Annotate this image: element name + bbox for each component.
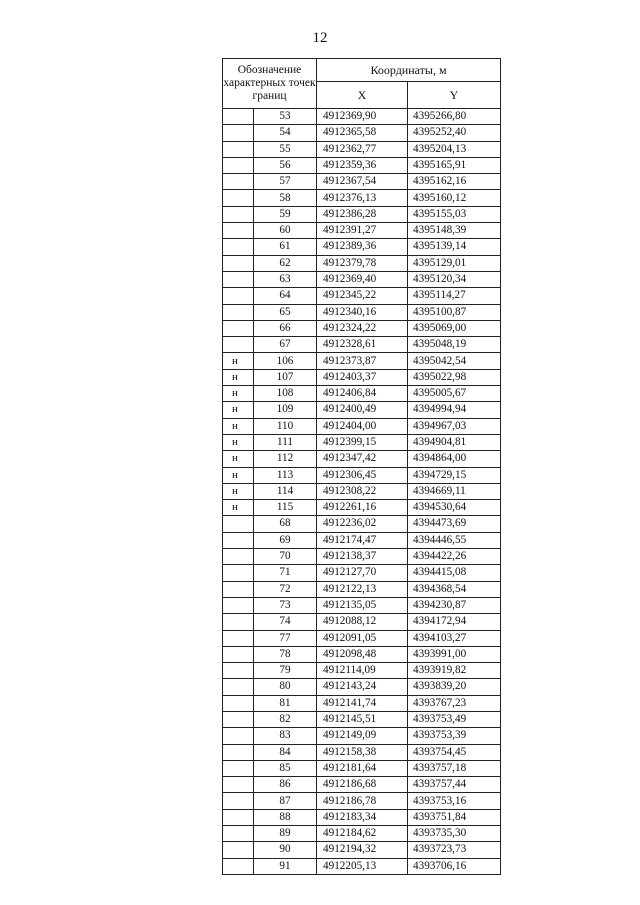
- y-coordinate-cell: 4393754,45: [408, 744, 501, 760]
- table-row: [223, 304, 501, 320]
- point-number-cell: 74: [254, 614, 317, 630]
- point-flag-cell: н: [223, 467, 254, 483]
- y-coordinate-cell: 4395069,00: [408, 320, 501, 336]
- table-row: [223, 663, 501, 679]
- x-coordinate-cell: 4912406,84: [317, 386, 408, 402]
- y-coordinate-cell: 4393919,82: [408, 663, 501, 679]
- table-row: [223, 320, 501, 336]
- x-coordinate-cell: 4912347,42: [317, 451, 408, 467]
- point-flag-cell: [223, 157, 254, 173]
- point-flag-cell: [223, 858, 254, 874]
- y-coordinate-cell: 4395048,19: [408, 337, 501, 353]
- coordinates-table: [222, 58, 501, 875]
- table-row: [223, 695, 501, 711]
- y-coordinate-cell: 4395252,40: [408, 125, 501, 141]
- table-row: [223, 337, 501, 353]
- point-number-cell: 55: [254, 141, 317, 157]
- point-number-cell: 106: [254, 353, 317, 369]
- point-flag-cell: [223, 206, 254, 222]
- x-coordinate-cell: 4912194,32: [317, 842, 408, 858]
- point-number-cell: 58: [254, 190, 317, 206]
- point-number-cell: 111: [254, 434, 317, 450]
- point-flag-cell: [223, 597, 254, 613]
- point-number-cell: 66: [254, 320, 317, 336]
- y-coordinate-cell: 4393753,16: [408, 793, 501, 809]
- x-coordinate-cell: 4912183,34: [317, 809, 408, 825]
- y-header: Y: [408, 82, 501, 109]
- point-flag-cell: [223, 320, 254, 336]
- y-coordinate-cell: 4393735,30: [408, 826, 501, 842]
- point-flag-cell: н: [223, 483, 254, 499]
- point-number-cell: 80: [254, 679, 317, 695]
- point-number-cell: 65: [254, 304, 317, 320]
- point-number-cell: 89: [254, 826, 317, 842]
- table-row: [223, 581, 501, 597]
- point-flag-cell: [223, 141, 254, 157]
- x-coordinate-cell: 4912328,61: [317, 337, 408, 353]
- point-number-cell: 54: [254, 125, 317, 141]
- point-number-cell: 60: [254, 223, 317, 239]
- x-coordinate-cell: 4912324,22: [317, 320, 408, 336]
- table-row: [223, 777, 501, 793]
- table-row: [223, 223, 501, 239]
- point-number-cell: 62: [254, 255, 317, 271]
- x-coordinate-cell: 4912399,15: [317, 434, 408, 450]
- point-number-cell: 115: [254, 500, 317, 516]
- point-flag-cell: н: [223, 500, 254, 516]
- table-row: [223, 125, 501, 141]
- point-flag-cell: н: [223, 386, 254, 402]
- y-coordinate-cell: 4395022,98: [408, 369, 501, 385]
- table-row: [223, 402, 501, 418]
- point-number-cell: 90: [254, 842, 317, 858]
- table-row: [223, 239, 501, 255]
- point-number-cell: 82: [254, 711, 317, 727]
- point-number-cell: 114: [254, 483, 317, 499]
- point-flag-cell: [223, 304, 254, 320]
- table-row: [223, 826, 501, 842]
- point-flag-cell: н: [223, 369, 254, 385]
- y-coordinate-cell: 4394669,11: [408, 483, 501, 499]
- x-coordinate-cell: 4912389,36: [317, 239, 408, 255]
- y-coordinate-cell: 4395100,87: [408, 304, 501, 320]
- table-row: [223, 614, 501, 630]
- point-flag-cell: [223, 109, 254, 125]
- point-number-cell: 57: [254, 174, 317, 190]
- point-flag-cell: [223, 532, 254, 548]
- coordinates-header: Координаты, м: [317, 59, 501, 82]
- point-flag-cell: [223, 826, 254, 842]
- y-coordinate-cell: 4394103,27: [408, 630, 501, 646]
- point-flag-cell: [223, 614, 254, 630]
- y-coordinate-cell: 4395129,01: [408, 255, 501, 271]
- x-coordinate-cell: 4912369,40: [317, 271, 408, 287]
- x-coordinate-cell: 4912365,58: [317, 125, 408, 141]
- x-coordinate-cell: 4912404,00: [317, 418, 408, 434]
- point-number-cell: 109: [254, 402, 317, 418]
- y-coordinate-cell: 4393991,00: [408, 646, 501, 662]
- x-coordinate-cell: 4912174,47: [317, 532, 408, 548]
- point-number-cell: 61: [254, 239, 317, 255]
- point-number-cell: 69: [254, 532, 317, 548]
- table-row: [223, 174, 501, 190]
- y-coordinate-cell: 4394729,15: [408, 467, 501, 483]
- y-coordinate-cell: 4395148,39: [408, 223, 501, 239]
- y-coordinate-cell: 4393753,39: [408, 728, 501, 744]
- table-row: [223, 646, 501, 662]
- table-row: [223, 418, 501, 434]
- y-coordinate-cell: 4395155,03: [408, 206, 501, 222]
- y-coordinate-cell: 4393757,18: [408, 760, 501, 776]
- point-flag-cell: [223, 223, 254, 239]
- point-number-cell: 73: [254, 597, 317, 613]
- table-row: [223, 271, 501, 287]
- y-coordinate-cell: 4394368,54: [408, 581, 501, 597]
- point-number-cell: 85: [254, 760, 317, 776]
- point-flag-cell: [223, 125, 254, 141]
- table-row: [223, 793, 501, 809]
- point-number-cell: 64: [254, 288, 317, 304]
- table-row: [223, 288, 501, 304]
- y-coordinate-cell: 4395114,27: [408, 288, 501, 304]
- point-number-cell: 88: [254, 809, 317, 825]
- point-number-cell: 113: [254, 467, 317, 483]
- point-number-cell: 68: [254, 516, 317, 532]
- x-coordinate-cell: 4912149,09: [317, 728, 408, 744]
- table-row: [223, 451, 501, 467]
- table-row: [223, 549, 501, 565]
- x-coordinate-cell: 4912145,51: [317, 711, 408, 727]
- table-row: [223, 679, 501, 695]
- y-coordinate-cell: 4393753,49: [408, 711, 501, 727]
- point-flag-cell: н: [223, 451, 254, 467]
- x-coordinate-cell: 4912098,48: [317, 646, 408, 662]
- x-coordinate-cell: 4912236,02: [317, 516, 408, 532]
- y-coordinate-cell: 4395162,16: [408, 174, 501, 190]
- point-flag-cell: [223, 271, 254, 287]
- point-number-cell: 87: [254, 793, 317, 809]
- table-row: [223, 109, 501, 125]
- x-coordinate-cell: 4912205,13: [317, 858, 408, 874]
- x-coordinate-cell: 4912306,45: [317, 467, 408, 483]
- x-coordinate-cell: 4912376,13: [317, 190, 408, 206]
- table-row: [223, 565, 501, 581]
- point-flag-cell: н: [223, 418, 254, 434]
- table-row: [223, 206, 501, 222]
- table-row: [223, 532, 501, 548]
- x-coordinate-cell: 4912127,70: [317, 565, 408, 581]
- y-coordinate-cell: 4393706,16: [408, 858, 501, 874]
- y-coordinate-cell: 4393723,73: [408, 842, 501, 858]
- x-coordinate-cell: 4912386,28: [317, 206, 408, 222]
- table-row: [223, 190, 501, 206]
- point-number-cell: 56: [254, 157, 317, 173]
- x-coordinate-cell: 4912186,68: [317, 777, 408, 793]
- table-row: [223, 369, 501, 385]
- x-coordinate-cell: 4912114,09: [317, 663, 408, 679]
- point-number-cell: 53: [254, 109, 317, 125]
- point-number-cell: 110: [254, 418, 317, 434]
- x-header: X: [317, 82, 408, 109]
- table-row: [223, 597, 501, 613]
- x-coordinate-cell: 4912091,05: [317, 630, 408, 646]
- x-coordinate-cell: 4912308,22: [317, 483, 408, 499]
- table-row: [223, 141, 501, 157]
- y-coordinate-cell: 4393767,23: [408, 695, 501, 711]
- table-row: [223, 386, 501, 402]
- y-coordinate-cell: 4394446,55: [408, 532, 501, 548]
- x-coordinate-cell: 4912373,87: [317, 353, 408, 369]
- point-number-cell: 71: [254, 565, 317, 581]
- point-number-cell: 107: [254, 369, 317, 385]
- point-number-cell: 70: [254, 549, 317, 565]
- y-coordinate-cell: 4394967,03: [408, 418, 501, 434]
- x-coordinate-cell: 4912138,37: [317, 549, 408, 565]
- x-coordinate-cell: 4912261,16: [317, 500, 408, 516]
- y-coordinate-cell: 4394230,87: [408, 597, 501, 613]
- point-number-cell: 67: [254, 337, 317, 353]
- x-coordinate-cell: 4912367,54: [317, 174, 408, 190]
- point-flag-cell: [223, 760, 254, 776]
- y-coordinate-cell: 4395005,67: [408, 386, 501, 402]
- point-flag-cell: [223, 842, 254, 858]
- point-number-cell: 108: [254, 386, 317, 402]
- x-coordinate-cell: 4912400,49: [317, 402, 408, 418]
- table-row: [223, 630, 501, 646]
- y-coordinate-cell: 4393757,44: [408, 777, 501, 793]
- y-coordinate-cell: 4394864,00: [408, 451, 501, 467]
- table-row: [223, 467, 501, 483]
- x-coordinate-cell: 4912158,38: [317, 744, 408, 760]
- y-coordinate-cell: 4394994,94: [408, 402, 501, 418]
- table-row: [223, 516, 501, 532]
- y-coordinate-cell: 4394473,69: [408, 516, 501, 532]
- point-flag-cell: [223, 777, 254, 793]
- point-flag-cell: [223, 711, 254, 727]
- x-coordinate-cell: 4912391,27: [317, 223, 408, 239]
- point-flag-cell: [223, 744, 254, 760]
- point-flag-cell: [223, 793, 254, 809]
- x-coordinate-cell: 4912181,64: [317, 760, 408, 776]
- point-number-cell: 63: [254, 271, 317, 287]
- point-flag-cell: [223, 174, 254, 190]
- table-row: [223, 809, 501, 825]
- y-coordinate-cell: 4394415,08: [408, 565, 501, 581]
- point-flag-cell: [223, 695, 254, 711]
- point-number-cell: 83: [254, 728, 317, 744]
- x-coordinate-cell: 4912184,62: [317, 826, 408, 842]
- x-coordinate-cell: 4912141,74: [317, 695, 408, 711]
- table-row: [223, 842, 501, 858]
- table-row: [223, 500, 501, 516]
- y-coordinate-cell: 4395042,54: [408, 353, 501, 369]
- point-number-cell: 79: [254, 663, 317, 679]
- table-body: [223, 109, 501, 875]
- table-row: [223, 483, 501, 499]
- x-coordinate-cell: 4912135,05: [317, 597, 408, 613]
- point-number-cell: 78: [254, 646, 317, 662]
- point-flag-cell: н: [223, 434, 254, 450]
- point-number-cell: 81: [254, 695, 317, 711]
- table-row: [223, 255, 501, 271]
- x-coordinate-cell: 4912143,24: [317, 679, 408, 695]
- point-flag-cell: н: [223, 353, 254, 369]
- point-flag-cell: [223, 630, 254, 646]
- y-coordinate-cell: 4394172,94: [408, 614, 501, 630]
- y-coordinate-cell: 4395160,12: [408, 190, 501, 206]
- y-coordinate-cell: 4395204,13: [408, 141, 501, 157]
- y-coordinate-cell: 4394422,26: [408, 549, 501, 565]
- point-flag-cell: [223, 239, 254, 255]
- point-flag-cell: [223, 565, 254, 581]
- point-flag-cell: [223, 337, 254, 353]
- point-flag-cell: [223, 581, 254, 597]
- point-flag-cell: [223, 516, 254, 532]
- point-flag-cell: [223, 663, 254, 679]
- y-coordinate-cell: 4395120,34: [408, 271, 501, 287]
- x-coordinate-cell: 4912122,13: [317, 581, 408, 597]
- point-number-cell: 77: [254, 630, 317, 646]
- point-number-cell: 91: [254, 858, 317, 874]
- point-number-cell: 59: [254, 206, 317, 222]
- designation-header: Обозначение характерных точек границ: [223, 59, 317, 109]
- x-coordinate-cell: 4912403,37: [317, 369, 408, 385]
- point-number-cell: 112: [254, 451, 317, 467]
- x-coordinate-cell: 4912088,12: [317, 614, 408, 630]
- x-coordinate-cell: 4912340,16: [317, 304, 408, 320]
- table-row: [223, 353, 501, 369]
- table-header: [223, 59, 501, 109]
- point-flag-cell: [223, 549, 254, 565]
- point-flag-cell: [223, 809, 254, 825]
- x-coordinate-cell: 4912379,78: [317, 255, 408, 271]
- y-coordinate-cell: 4394904,81: [408, 434, 501, 450]
- x-coordinate-cell: 4912186,78: [317, 793, 408, 809]
- x-coordinate-cell: 4912345,22: [317, 288, 408, 304]
- y-coordinate-cell: 4393751,84: [408, 809, 501, 825]
- y-coordinate-cell: 4395266,80: [408, 109, 501, 125]
- point-flag-cell: [223, 646, 254, 662]
- x-coordinate-cell: 4912362,77: [317, 141, 408, 157]
- table-row: [223, 760, 501, 776]
- point-number-cell: 86: [254, 777, 317, 793]
- table-row: [223, 157, 501, 173]
- point-flag-cell: [223, 679, 254, 695]
- point-number-cell: 84: [254, 744, 317, 760]
- y-coordinate-cell: 4393839,20: [408, 679, 501, 695]
- point-flag-cell: [223, 255, 254, 271]
- y-coordinate-cell: 4395165,91: [408, 157, 501, 173]
- table-row: [223, 858, 501, 874]
- point-flag-cell: [223, 288, 254, 304]
- table-row: [223, 711, 501, 727]
- point-flag-cell: [223, 190, 254, 206]
- table-row: [223, 728, 501, 744]
- point-number-cell: 72: [254, 581, 317, 597]
- table-row: [223, 434, 501, 450]
- y-coordinate-cell: 4394530,64: [408, 500, 501, 516]
- page-number: 12: [312, 30, 328, 46]
- table-row: [223, 744, 501, 760]
- x-coordinate-cell: 4912369,90: [317, 109, 408, 125]
- point-flag-cell: [223, 728, 254, 744]
- point-flag-cell: н: [223, 402, 254, 418]
- y-coordinate-cell: 4395139,14: [408, 239, 501, 255]
- x-coordinate-cell: 4912359,36: [317, 157, 408, 173]
